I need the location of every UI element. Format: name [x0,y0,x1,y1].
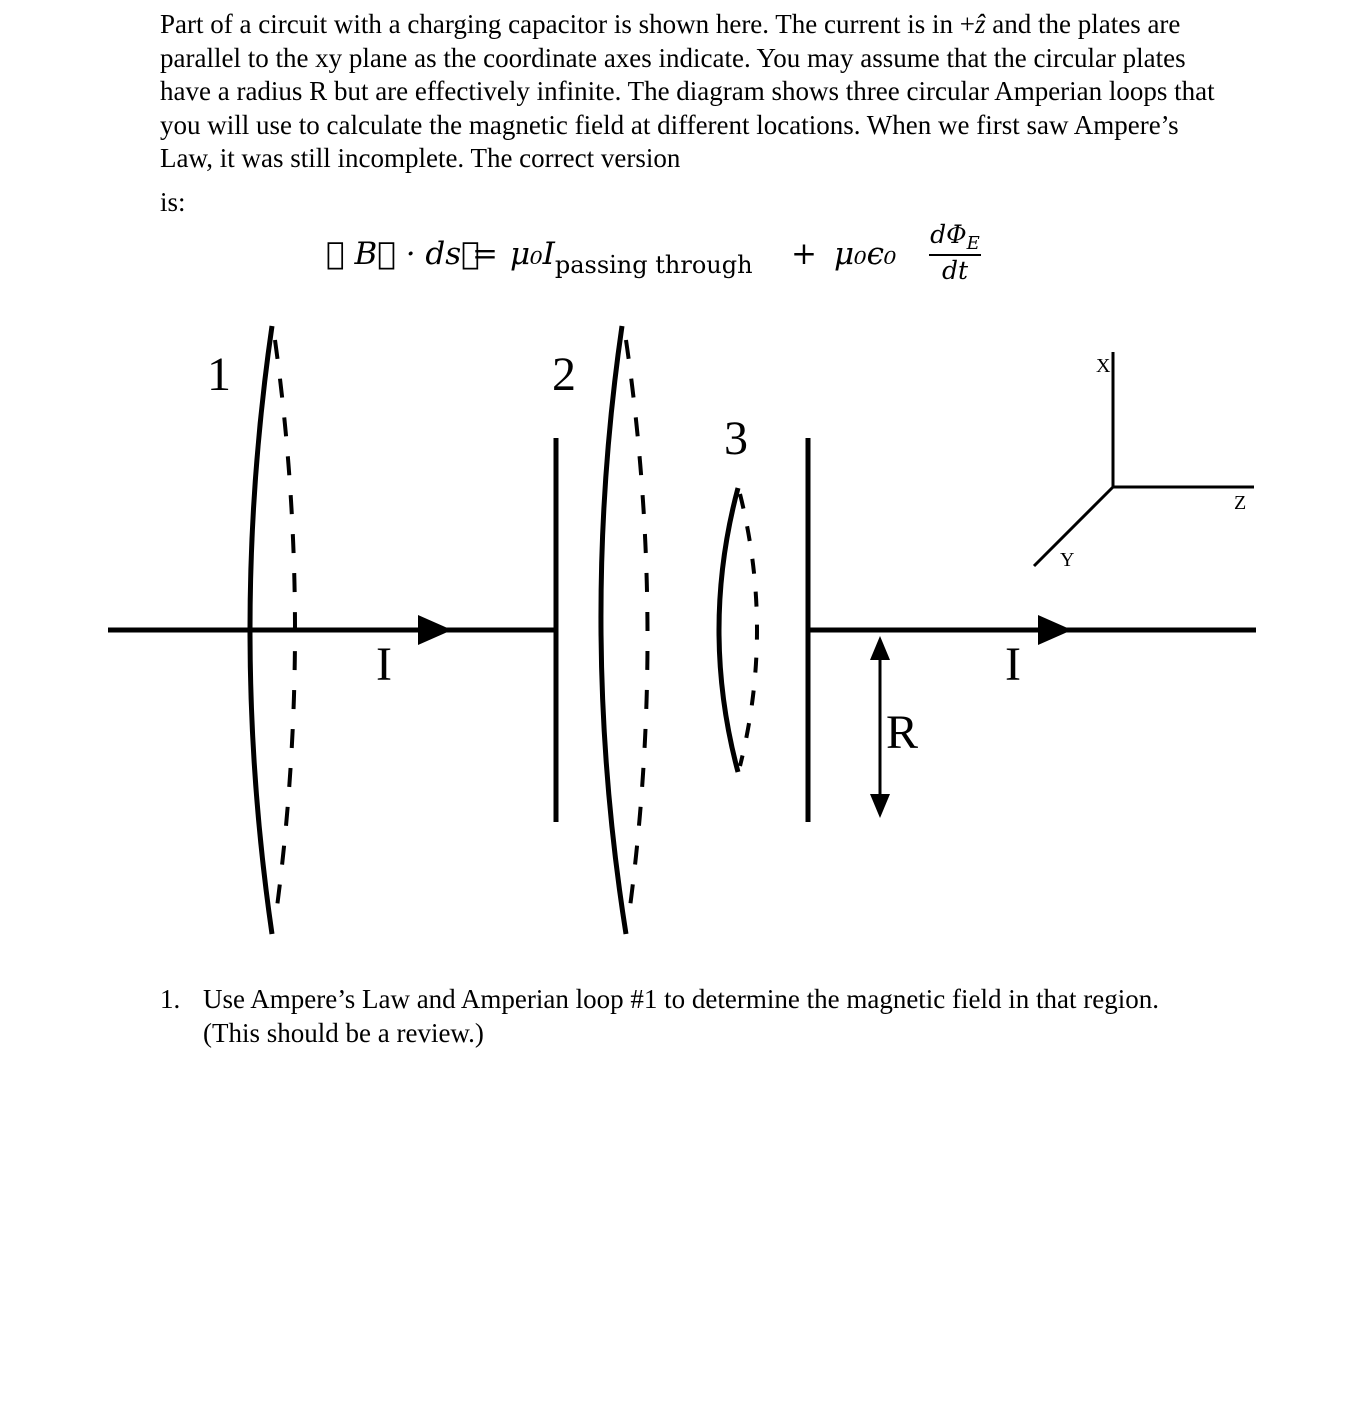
loop-2-back-arc [626,340,648,922]
axis-y-label: Y [1060,549,1075,571]
loop-1-label: 1 [207,348,231,401]
equation-plus: + [791,236,817,272]
loop-2-label: 2 [552,348,576,401]
radius-label: R [886,706,919,759]
fraction-numerator-main: dΦ [930,220,967,249]
equation-subscript-passing-through: passing through [554,251,753,279]
question-number: 1. [160,984,181,1014]
z-hat-symbol: ẑ [974,9,986,39]
radius-arrow-head-down-icon [870,794,890,818]
current-arrow-left-icon [418,615,452,645]
loop-3-back-arc [740,494,757,766]
current-label-left: I [376,638,392,691]
loop-2-front-arc [601,326,626,934]
loop-3-label: 3 [724,412,748,465]
capacitor-diagram [0,300,1368,960]
fraction-denominator: dt [941,256,969,285]
current-arrow-right-icon [1038,615,1072,645]
equation-equals: = [472,236,498,272]
amperian-loop-2 [601,326,648,934]
equation-fraction [927,220,983,285]
fraction-numerator-sub: E [966,233,980,254]
loop-3-front-arc [719,488,738,772]
intro-text-1: Part of a circuit with a charging capacitor is shown here. The current is in + [160,9,975,39]
current-label-right: I [1005,638,1021,691]
coordinate-axes [1034,352,1254,566]
equation-mu0-i: μ₀I [510,236,555,272]
axis-z-label: Z [1234,492,1247,514]
radius-arrow-head-up-icon [870,636,890,660]
fraction-numerator [927,220,983,254]
equation-mu0-eps0: μ₀ϵ₀ [834,236,897,272]
question-text: Use Ampere’s Law and Amperian loop #1 to determine the magnetic field in that region. (This should be a review.) [203,984,1159,1048]
equation-mu0-current [510,236,753,279]
amperian-loop-3 [719,488,757,772]
intro-text-is: is: [160,186,186,217]
problem-intro [160,8,1220,219]
question-1 [160,982,1180,1050]
intro-text-2: and the plates are parallel to the xy plane as the coordinate axes indicate. You may assume that the circular plates have a radius R but are effectively infinite. The diagram shows three circular Amperian loops that you will use to calculate the magnetic field at different locations. When we first saw Ampere’s Law, it was still incomplete. The correct version [160,9,1215,173]
axis-x-label: X [1096,355,1111,377]
equation-lhs: ∮ B⃗ · ds⃗ [326,236,480,272]
